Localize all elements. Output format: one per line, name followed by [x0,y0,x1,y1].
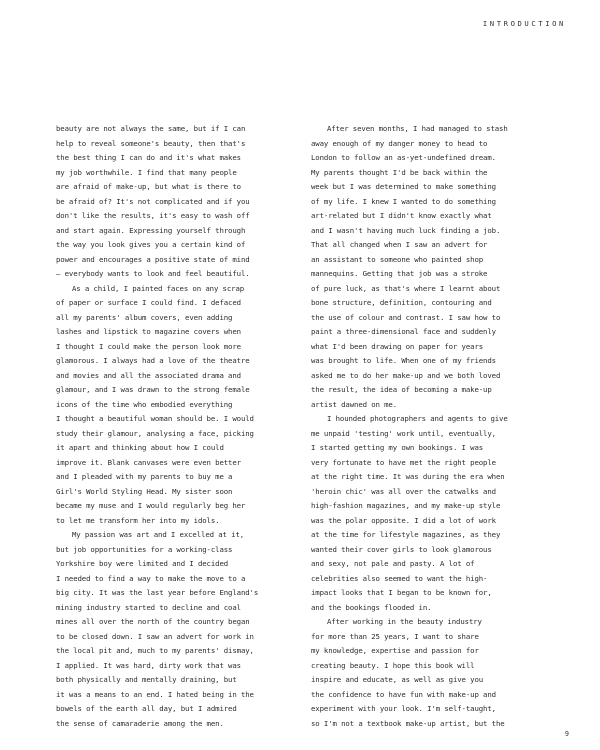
text-line: I started getting my own bookings. I was [311,443,484,452]
text-line: an assistant to someone who painted shop [311,254,484,264]
text-line: and the bookings flooded in. [311,602,432,612]
text-line: the way you look gives you a certain kind of [56,240,246,249]
text-line: both physically and mentally draining, but [56,675,237,684]
text-line: I needed to find a way to make the move to a [56,573,246,583]
text-line: to let me transform her into my idols. [56,515,220,525]
text-line: the use of colour and contrast. I saw how to [311,312,501,322]
text-line: bowels of the earth all day, but I admired [56,704,237,713]
text-line: mines all over the north of the country began [56,617,250,626]
text-line: and I wasn't having much luck finding a job. [311,225,501,235]
text-line: of pure luck, as that's where I learnt about [311,283,501,293]
page-number: 9 [564,730,569,738]
text-line: and movies and all the associated drama and [56,370,241,380]
text-line: my knowledge, expertise and passion for [311,646,479,655]
text-line: help to reveal someone's beauty, then that's [56,138,246,148]
text-line: My parents thought I'd be back within the [311,167,488,177]
text-line: bone structure, definition, contouring and [311,298,492,307]
text-line: I hounded photographers and agents to give [327,414,508,423]
text-line: glamorous. I always had a love of the theatre [56,356,250,365]
text-line: asked me to do her make-up and we both loved [311,370,501,380]
text-line: study their glamour, analysing a face, picking [56,428,254,438]
text-line: celebrities also seemed to want the high- [311,573,488,583]
text-line: icons of the time who embodied everything [56,399,233,409]
text-line: was the polar opposite. I did a lot of work [311,515,496,525]
right-text-column [311,122,553,731]
left-text-column [56,122,298,731]
text-line: After seven months, I had managed to stash [327,124,508,133]
text-line: of my life. I knew I wanted to do something [311,196,496,206]
text-line: it was a means to an end. I hated being in the [56,689,254,699]
text-line: 'heroin chic' was all over the catwalks and [311,486,496,496]
text-line: are afraid of make-up, but what is there to [56,182,241,191]
text-line: week but I was determined to make something [311,182,496,191]
text-line: became my muse and I would regularly beg her [56,501,246,510]
text-line: art-related but I didn't know exactly what [311,211,492,220]
text-line: my job worthwhile. I find that many people [56,167,237,177]
text-line: all my parents' album covers, even adding [56,312,233,322]
text-line: the result, the idea of becoming a make-up [311,385,492,394]
text-line: high-fashion magazines, and my make-up style [311,501,501,510]
text-line: don't like the results, it's easy to wash off [56,211,250,220]
text-line: mining industry started to decline and coal [56,602,241,612]
text-line: I thought I could make the person look more [56,341,241,351]
text-line: very fortunate to have met the right people [311,457,496,467]
text-line: After working in the beauty industry [327,617,482,626]
text-line: big city. It was the last year before England's [56,588,259,597]
text-line: it apart and thinking about how I could [56,443,224,452]
text-line: power and encourages a positive state of mind [56,254,250,264]
text-line: – everybody wants to look and feel beautiful. [56,269,250,278]
text-line: at the time for lifestyle magazines, as they [311,530,501,539]
text-line: glamour, and I was drawn to the strong female [56,385,250,394]
text-line: improve it. Blank canvases were even better [56,457,241,467]
text-line: mannequins. Getting that job was a stroke [311,269,488,278]
text-line: be afraid of? It's not complicated and if you [56,196,250,206]
text-line: but job opportunities for a working-class [56,544,233,554]
text-line: experiment with your look. I'm self-taught, [311,704,496,713]
text-line: Girl's World Styling Head. My sister soon [56,486,233,496]
text-line: London to follow an as-yet-undefined dream. [311,153,496,162]
text-line: and start again. Expressing yourself through [56,225,246,235]
text-line: the best thing I can do and it's what makes [56,153,241,162]
text-line: My passion was art and I excelled at it, [72,530,245,539]
text-line: the sense of camaraderie among the men. [56,718,224,728]
text-line: of paper or surface I could find. I defaced [56,298,241,307]
text-line: and sexy, not pale and pasty. A lot of [311,559,475,568]
text-line: the confidence to have fun with make-up and [311,689,496,699]
text-line: the local pit and, much to my parents' dismay, [56,646,254,655]
text-line: Yorkshire boy were limited and I decided [56,559,229,568]
text-line: artist dawned on me. [311,399,398,409]
text-line: was brought to life. When one of my friends [311,356,496,365]
text-line: to be closed down. I saw an advert for work in [56,631,254,641]
text-line: away enough of my danger money to head to [311,138,488,148]
text-line: I thought a beautiful woman should be. I would [56,414,254,423]
text-line: I applied. It was hard, dirty work that was [56,660,241,670]
text-line: and I pleaded with my parents to buy me a [56,472,233,481]
text-line: me unpaid 'testing' work until, eventually, [311,428,496,438]
text-line: for more than 25 years, I want to share [311,631,479,641]
text-line: at the right time. It was during the era when [311,472,505,481]
running-head: INTRODUCTION [482,19,566,28]
text-line: creating beauty. I hope this book will [311,660,475,670]
text-line: so I'm not a textbook make-up artist, but the [311,718,505,728]
text-line: impact looks that I began to be known for, [311,588,492,597]
text-line: inspire and educate, as well as give you [311,675,484,684]
text-line: beauty are not always the same, but if I can [56,124,246,133]
text-line: As a child, I painted faces on any scrap [72,283,245,293]
text-line: wanted their cover girls to look glamorous [311,544,492,554]
text-line: paint a three-dimensional face and suddenly [311,327,496,336]
text-line: lashes and lipstick to magazine covers when [56,327,241,336]
text-line: what I'd been drawing on paper for years [311,341,484,351]
text-line: That all changed when I saw an advert for [311,240,488,249]
